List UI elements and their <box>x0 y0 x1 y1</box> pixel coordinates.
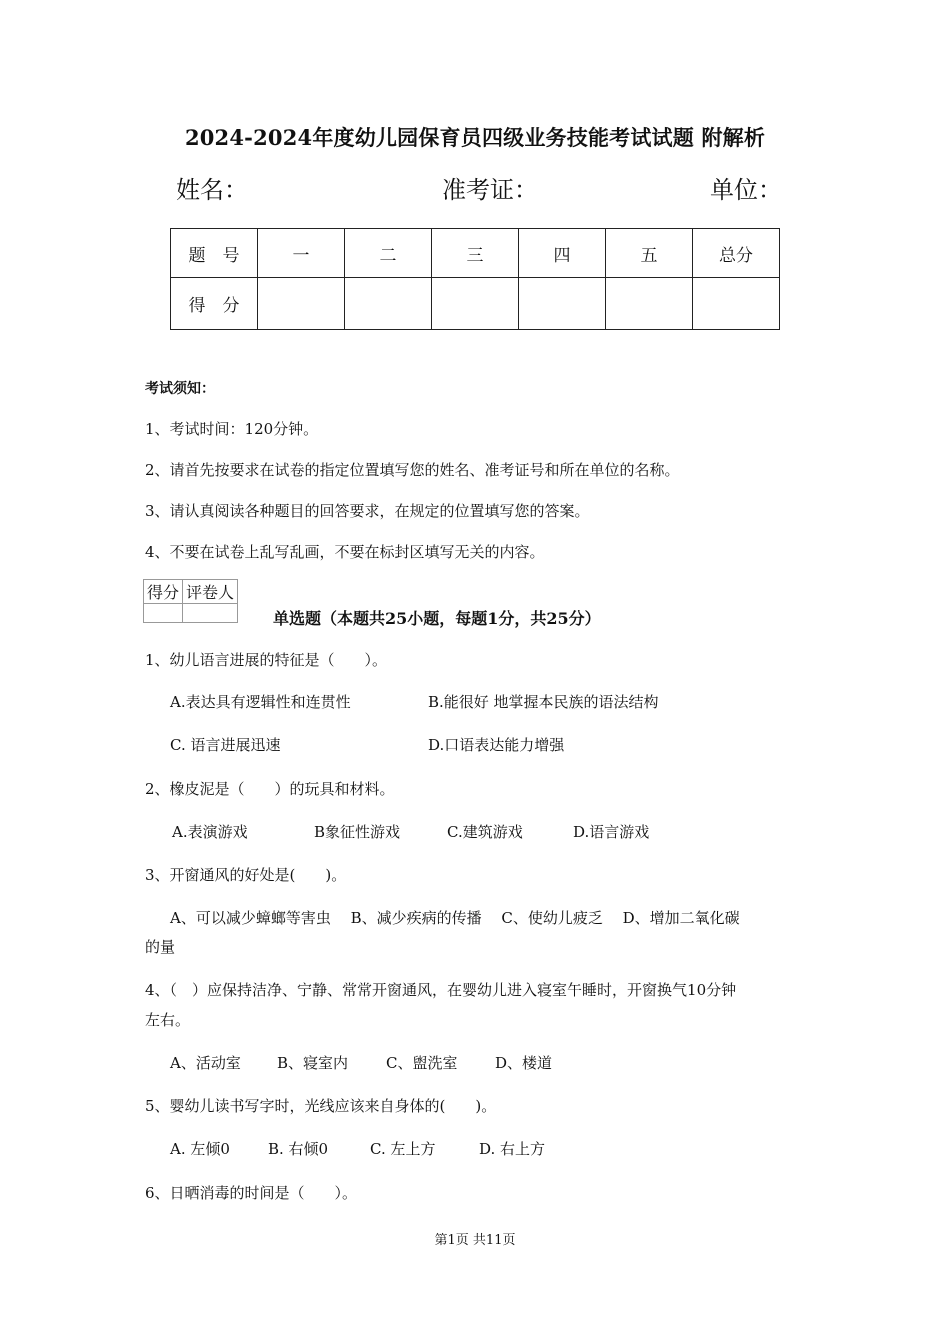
header-cell-4: 四 <box>519 229 606 278</box>
score-row-label: 得 分 <box>171 278 258 330</box>
score-table-score-row <box>171 278 780 330</box>
score-cell-1 <box>258 278 345 330</box>
q1-option-a: A.表达具有逻辑性和连贯性 <box>170 693 351 711</box>
question-3: 3、开窗通风的好处是( )。 <box>145 866 347 884</box>
question-2: 2、橡皮泥是（ ）的玩具和材料。 <box>145 780 395 798</box>
q4-option-b: B、寝室内 <box>277 1054 349 1072</box>
question-5: 5、婴幼儿读书写字时，光线应该来自身体的( )。 <box>145 1097 497 1115</box>
score-cell-2 <box>345 278 432 330</box>
score-cell-4 <box>519 278 606 330</box>
notice-heading: 考试须知： <box>145 381 215 397</box>
header-cell-label: 题 号 <box>171 229 258 278</box>
exam-title: 2024-2024年度幼儿园保育员四级业务技能考试试题 附解析 <box>184 125 766 150</box>
grader-reviewer-cell <box>183 604 238 623</box>
q2-option-a: A.表演游戏 <box>172 823 248 841</box>
q5-option-c: C. 左上方 <box>370 1140 436 1158</box>
q2-option-c: C.建筑游戏 <box>447 823 523 841</box>
question-4-wrap: 左右。 <box>145 1011 191 1029</box>
q1-option-b: B.能很好 地掌握本民族的语法结构 <box>428 693 659 711</box>
q1-option-d: D.口语表达能力增强 <box>428 736 565 754</box>
score-cell-5 <box>606 278 693 330</box>
grader-box <box>143 579 238 623</box>
section-heading: 单选题（本题共25小题，每题1分，共25分） <box>273 609 601 628</box>
question-4: 4、（ ）应保持洁净、宁静、常常开窗通风，在婴幼儿进入寝室午睡时，开窗换气10分钟 <box>145 981 737 999</box>
header-cell-1: 一 <box>258 229 345 278</box>
q5-option-b: B. 右倾0 <box>268 1140 329 1158</box>
question-1: 1、幼儿语言进展的特征是（ ）。 <box>145 651 388 669</box>
score-table-header-row <box>171 229 780 278</box>
header-cell-2: 二 <box>345 229 432 278</box>
header-cell-3: 三 <box>432 229 519 278</box>
q4-option-c: C、盥洗室 <box>386 1054 458 1072</box>
page-footer: 第1页 共11页 <box>434 1233 516 1248</box>
exam-id-label: 准考证： <box>442 176 538 204</box>
q5-option-a: A. 左倾0 <box>170 1140 230 1158</box>
score-table <box>170 228 780 330</box>
q3-options: A、可以减少蟑螂等害虫 B、减少疾病的传播 C、使幼儿疲乏 D、增加二氧化碳 <box>170 909 740 927</box>
header-cell-5: 五 <box>606 229 693 278</box>
q2-option-b: B象征性游戏 <box>314 823 401 841</box>
notice-item-2: 2、请首先按要求在试卷的指定位置填写您的姓名、准考证号和所在单位的名称。 <box>145 461 680 479</box>
q4-option-a: A、活动室 <box>170 1054 241 1072</box>
name-label: 姓名： <box>176 176 248 204</box>
notice-item-1: 1、考试时间：120分钟。 <box>145 420 319 438</box>
question-6: 6、日晒消毒的时间是（ ）。 <box>145 1184 358 1202</box>
unit-label: 单位： <box>710 176 782 204</box>
score-cell-total <box>693 278 780 330</box>
grader-score-cell <box>144 604 183 623</box>
q5-option-d: D. 右上方 <box>479 1140 546 1158</box>
notice-item-3: 3、请认真阅读各种题目的回答要求，在规定的位置填写您的答案。 <box>145 502 590 520</box>
notice-item-4: 4、不要在试卷上乱写乱画，不要在标封区填写无关的内容。 <box>145 543 545 561</box>
header-cell-total: 总分 <box>693 229 780 278</box>
q1-option-c: C. 语言进展迅速 <box>170 736 281 754</box>
q3-options-wrap: 的量 <box>145 938 176 956</box>
score-cell-3 <box>432 278 519 330</box>
grader-reviewer-label: 评卷人 <box>183 580 238 604</box>
grader-score-label: 得分 <box>144 580 183 604</box>
q2-option-d: D.语言游戏 <box>573 823 650 841</box>
q4-option-d: D、楼道 <box>495 1054 553 1072</box>
